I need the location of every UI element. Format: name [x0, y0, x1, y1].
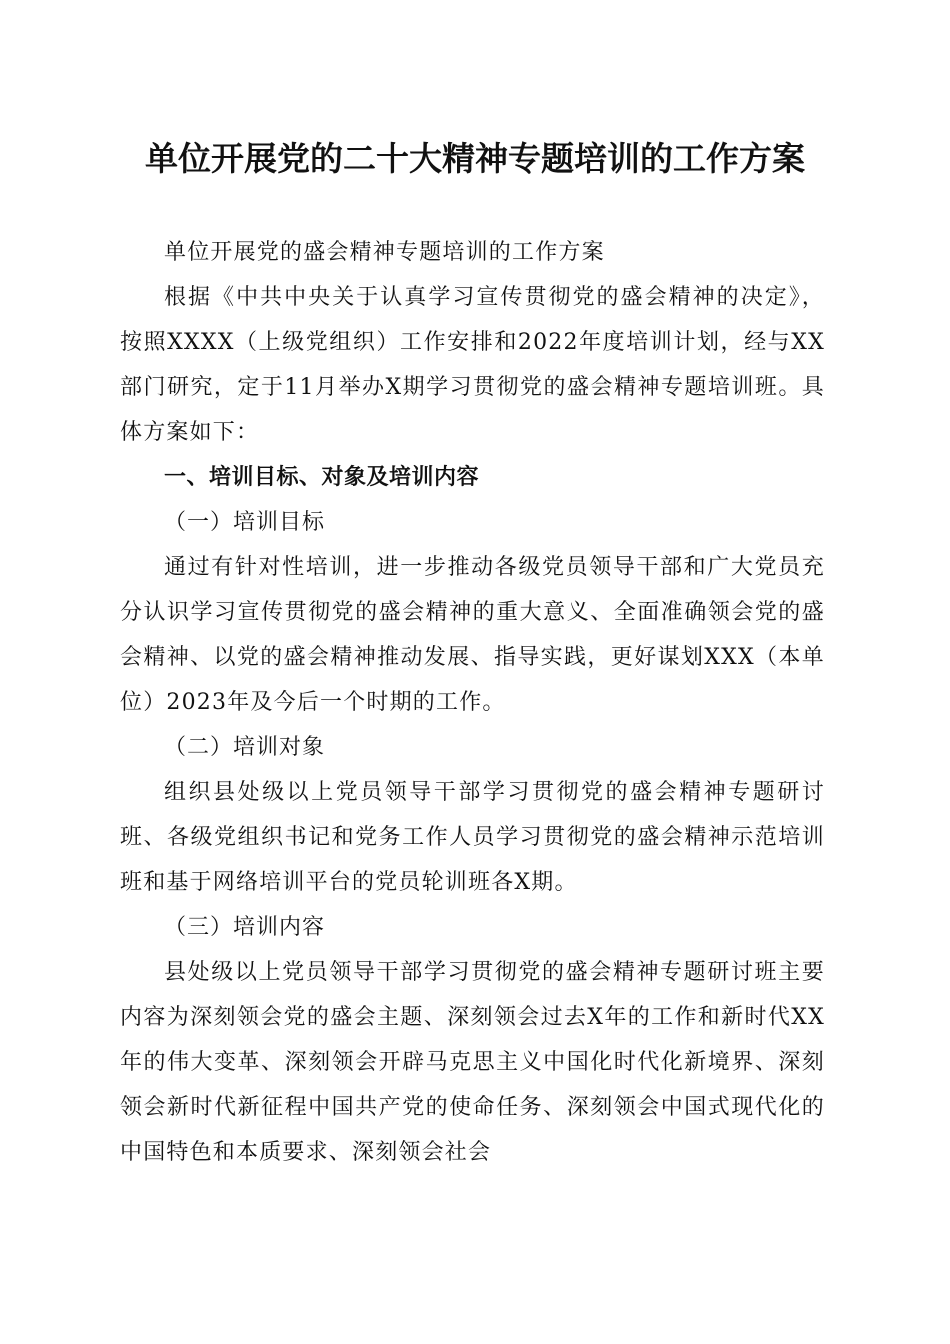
section-heading-1: 一、培训目标、对象及培训内容	[164, 465, 480, 490]
document-title: 单位开展党的二十大精神专题培训的工作方案	[145, 139, 805, 178]
subsection-heading-goals: （一）培训目标	[164, 510, 326, 535]
subsection-heading-content: （三）培训内容	[164, 915, 326, 940]
paragraph-intro: 根据《中共中央关于认真学习宣传贯彻党的盛会精神的决定》，按照XXXX（上级党组织）工作安排和2022年度培训计划，经与XX部门研究，定于11月举办X期学习贯彻党的盛会精神专题培训班。具体方案如下：	[120, 285, 825, 445]
paragraph-audience: 组织县处级以上党员领导干部学习贯彻党的盛会精神专题研讨班、各级党组织书记和党务工作人员学习贯彻党的盛会精神示范培训班和基于网络培训平台的党员轮训班各X期。	[120, 780, 825, 895]
paragraph-goals: 通过有针对性培训，进一步推动各级党员领导干部和广大党员充分认识学习宣传贯彻党的盛会精神的重大意义、全面准确领会党的盛会精神、以党的盛会精神推动发展、指导实践，更好谋划XXX（本单位）2023年及今后一个时期的工作。	[120, 555, 825, 715]
paragraph-subtitle: 单位开展党的盛会精神专题培训的工作方案	[164, 240, 605, 265]
subsection-heading-audience: （二）培训对象	[164, 735, 326, 760]
document-body	[120, 230, 825, 1175]
paragraph-content: 县处级以上党员领导干部学习贯彻党的盛会精神专题研讨班主要内容为深刻领会党的盛会主题、深刻领会过去X年的工作和新时代XX年的伟大变革、深刻领会开辟马克思主义中国化时代化新境界、深刻领会新时代新征程中国共产党的使命任务、深刻领会中国式现代化的中国特色和本质要求、深刻领会社会	[120, 960, 825, 1165]
